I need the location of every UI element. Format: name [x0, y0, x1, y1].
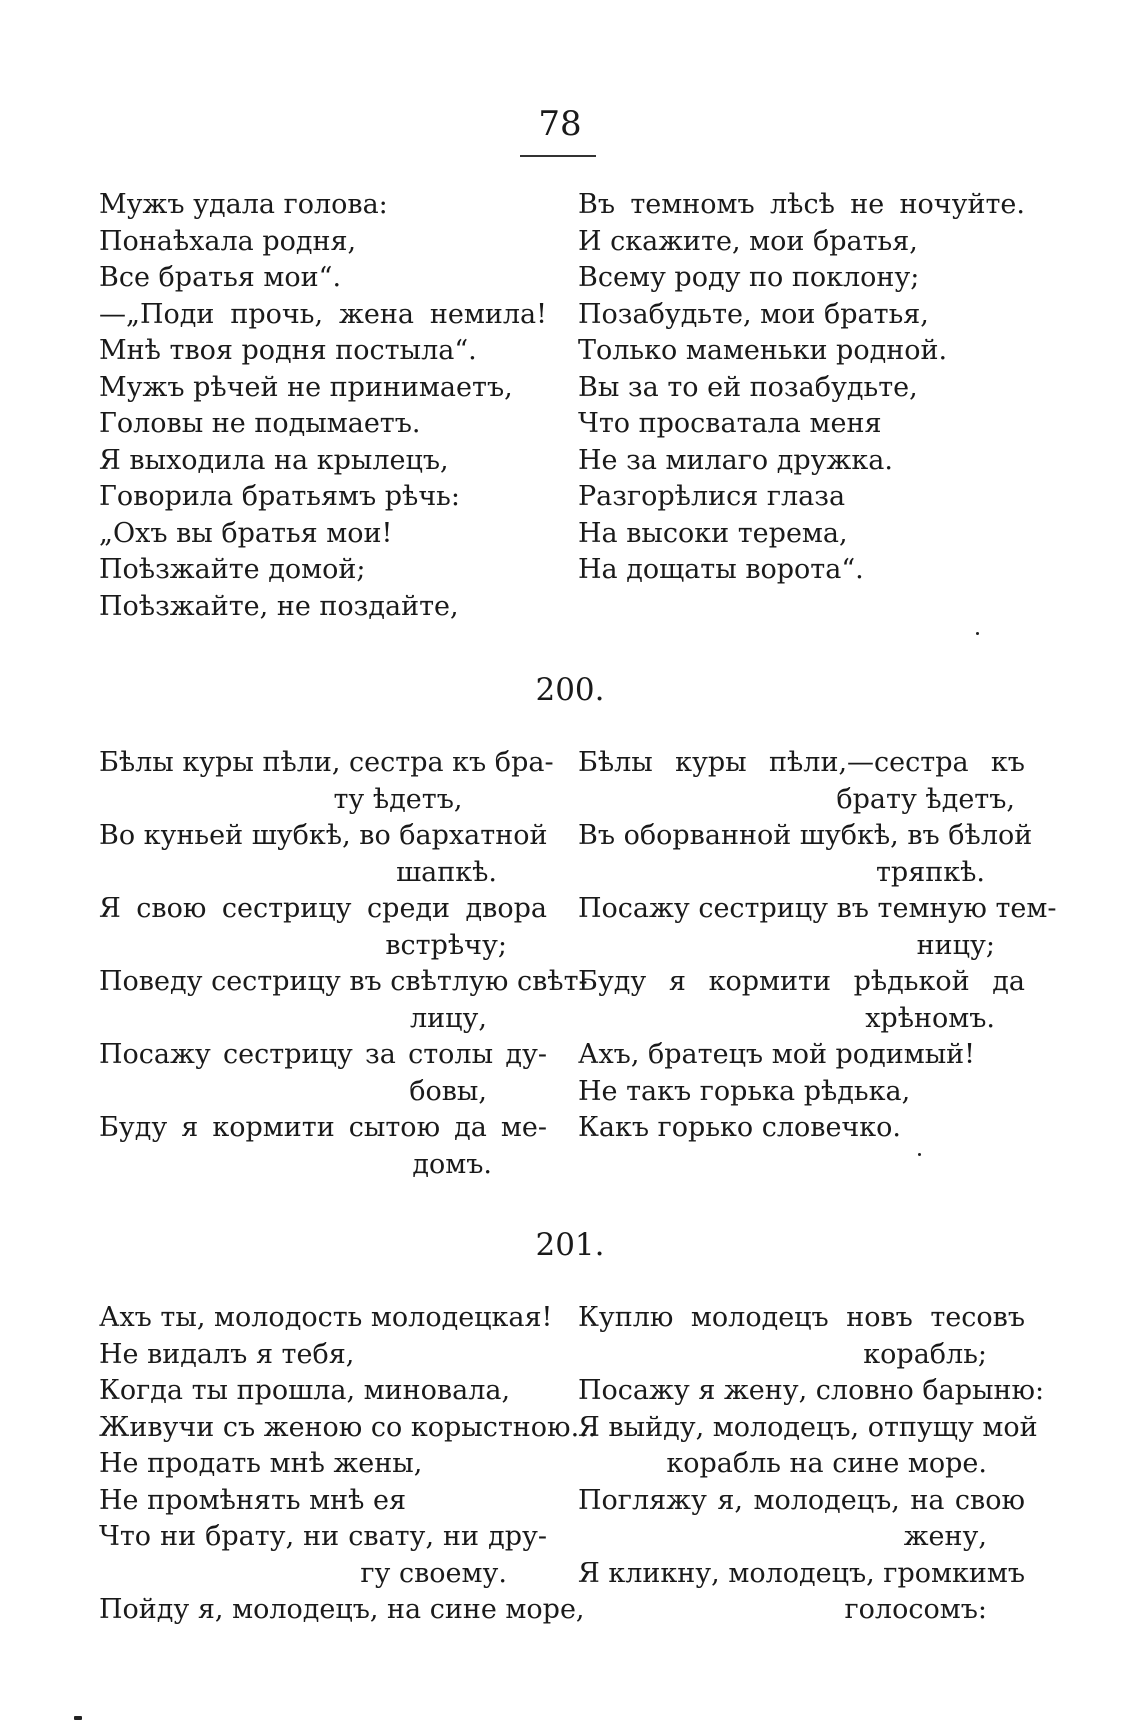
verse-line: Позабудьте, мои братья, — [578, 298, 929, 330]
verse-line: Посажу сестрицу за столы ду- — [99, 1039, 547, 1070]
verse-line: Вы за то ей позабудьте, — [578, 371, 918, 403]
verse-line: Понаѣхала родня, — [99, 225, 357, 257]
verse — [99, 1037, 547, 1110]
verse-continuation: голосомъ: — [844, 1594, 987, 1625]
verse-continuation: тряпкѣ. — [876, 856, 985, 888]
verse — [578, 745, 1025, 818]
verse-line: Все братья мои“. — [99, 262, 342, 293]
verse-continuation: встрѣчу; — [385, 929, 507, 961]
verse-line: Я выходила на крылецъ, — [99, 444, 449, 476]
verse-line: „Охъ вы братья мои! — [99, 517, 393, 549]
verse-line: Куплю молодецъ новъ тесовъ — [578, 1302, 1025, 1333]
verse-line: Головы не подымаетъ. — [99, 408, 421, 439]
verse-continuation: ницу; — [916, 929, 995, 961]
verse-line: Не видалъ я тебя, — [99, 1338, 355, 1370]
verse-line: Только маменьки родной. — [578, 335, 948, 366]
verse-line: Поведу сестрицу въ свѣтлую свѣт- — [99, 966, 588, 997]
verse-line: Не за милаго дружка. — [578, 444, 893, 476]
verse-line: Что ни брату, ни свату, ни дру- — [99, 1521, 547, 1552]
verse-line: Погляжу я, молодецъ, на свою — [578, 1484, 1025, 1516]
verse — [99, 964, 588, 1037]
verse-line: Говорила братьямъ рѣчь: — [99, 481, 460, 512]
verse-continuation: лицу, — [410, 1002, 487, 1034]
page-number-rule — [520, 155, 596, 157]
verse — [578, 964, 1025, 1037]
verse — [99, 818, 547, 891]
song199-left-column — [99, 187, 547, 625]
verse-continuation: брату ѣдетъ, — [836, 783, 1015, 815]
verse-line: Какъ горько словечко. — [578, 1112, 901, 1143]
verse-line: Пойду я, молодецъ, на сине море, — [99, 1594, 585, 1625]
scan-speck — [976, 632, 979, 635]
verse — [99, 745, 554, 818]
verse-line: На дощаты ворота“. — [578, 554, 864, 585]
verse-line: Во куньей шубкѣ, во бархатной — [99, 820, 548, 851]
verse — [578, 818, 1033, 891]
verse-continuation: гу своему. — [360, 1557, 507, 1589]
verse-line: Мужъ удала голова: — [99, 189, 388, 220]
verse — [99, 1110, 547, 1183]
verse — [578, 891, 1057, 964]
verse-line: Въ темномъ лѣсѣ не ночуйте. — [578, 189, 1025, 220]
verse-line: Бѣлы куры пѣли,—сестра къ — [578, 747, 1025, 778]
verse-continuation: домъ. — [412, 1148, 492, 1180]
verse-line: Въ оборванной шубкѣ, въ бѣлой — [578, 820, 1033, 851]
verse — [99, 891, 547, 964]
verse-line: Я кликну, молодецъ, громкимъ — [578, 1557, 1026, 1589]
verse — [578, 1483, 1025, 1556]
verse-continuation: шапкѣ. — [396, 856, 497, 888]
verse — [578, 1410, 1038, 1483]
scan-speck — [918, 1153, 921, 1156]
verse-continuation: корабль; — [863, 1338, 987, 1370]
scan-speck — [74, 1716, 82, 1720]
verse-line: Когда ты прошла, миновала, — [99, 1375, 511, 1406]
verse-line: Буду я кормити сытою да ме- — [99, 1112, 547, 1143]
verse-continuation: ту ѣдетъ, — [333, 783, 463, 815]
verse-line: Я свою сестрицу среди двора — [99, 893, 547, 924]
verse-line: Бѣлы куры пѣли, сестра къ бра- — [99, 747, 554, 778]
verse-line: Разгорѣлися глаза — [578, 481, 846, 512]
verse-line: Мнѣ твоя родня постыла“. — [99, 335, 477, 366]
verse-line: —„Поди прочь, жена немила! — [99, 298, 547, 330]
song-number-200: 200. — [535, 672, 605, 708]
song-number-201: 201. — [535, 1227, 605, 1263]
verse-line: Поѣзжайте домой; — [99, 554, 366, 585]
song200-left-column — [99, 745, 588, 1183]
song200-right-column — [578, 745, 1057, 1147]
verse-continuation: корабль на сине море. — [666, 1448, 987, 1479]
verse-line: Ахъ, братецъ мой родимый! — [578, 1039, 976, 1070]
verse-continuation: хрѣномъ. — [865, 1002, 995, 1034]
verse-line: Посажу сестрицу въ темную тем- — [578, 893, 1057, 924]
verse-line: Что просватала меня — [578, 408, 882, 439]
verse-line: Не такъ горька рѣдька, — [578, 1075, 911, 1107]
page-number: 78 — [538, 104, 582, 144]
song201-left-column — [99, 1300, 597, 1629]
verse-line: Поѣзжайте, не поздайте, — [99, 590, 459, 622]
verse-continuation: бовы, — [409, 1075, 487, 1107]
verse-line: Живучи съ женою со корыстною... — [99, 1411, 597, 1443]
verse-line: Посажу я жену, словно барыню: — [578, 1375, 1045, 1406]
verse — [578, 1556, 1025, 1629]
verse-line: Буду я кормити рѣдькой да — [578, 966, 1025, 997]
verse-line: Не промѣнять мнѣ ея — [99, 1484, 407, 1516]
song199-right-column — [578, 187, 1025, 589]
verse-line: Мужъ рѣчей не принимаетъ, — [99, 371, 513, 403]
verse-line: Всему роду по поклону; — [578, 262, 920, 293]
verse-continuation: жену, — [903, 1521, 987, 1552]
song201-right-column — [578, 1300, 1045, 1629]
verse-line: Не продать мнѣ жены, — [99, 1448, 423, 1479]
verse-line: Я выйду, молодецъ, отпущу мой — [578, 1411, 1038, 1443]
verse-line: И скажите, мои братья, — [578, 225, 918, 257]
verse — [99, 1519, 547, 1592]
verse — [578, 1300, 1025, 1373]
verse-line: Ахъ ты, молодость молодецкая! — [99, 1302, 553, 1333]
verse-line: На высоки терема, — [578, 517, 848, 549]
